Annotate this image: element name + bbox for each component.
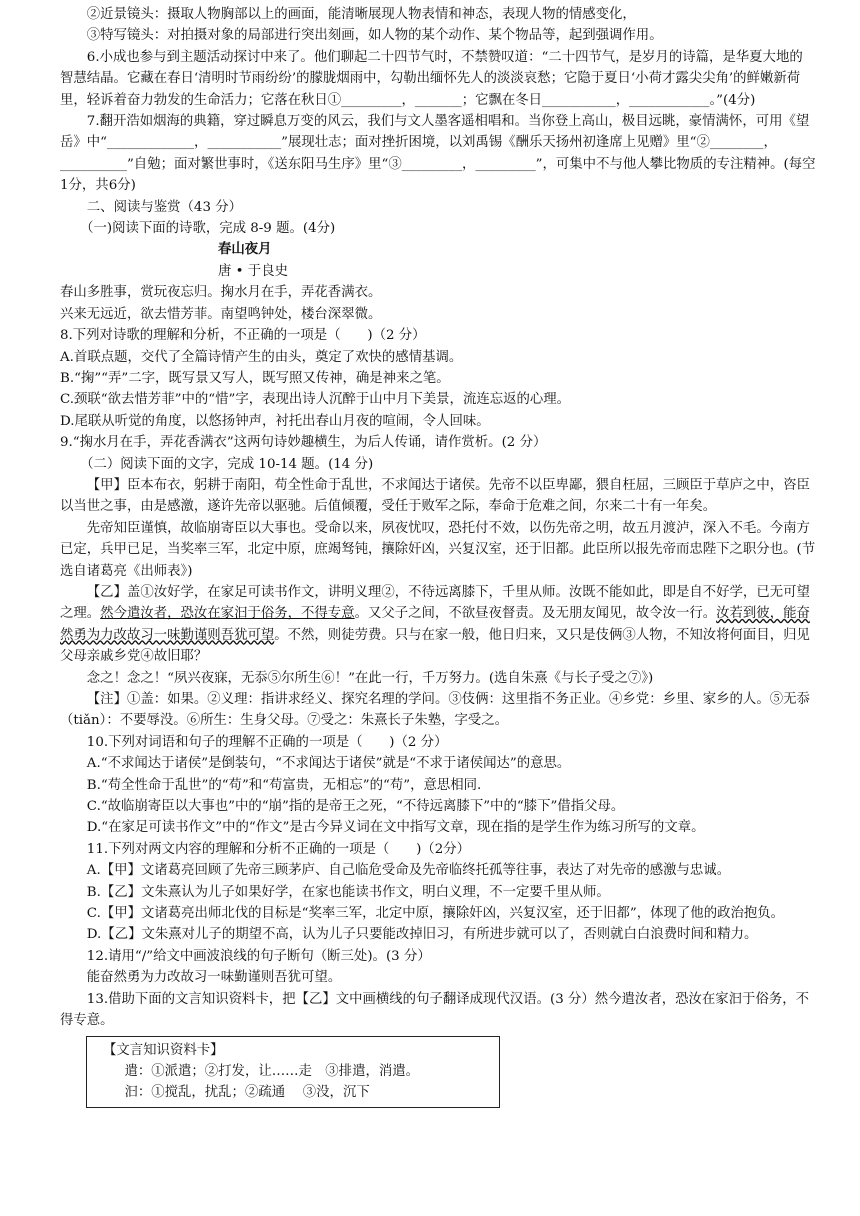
passage-yi-text: 。不然，则徒劳费。只与在家一般，他日归来，又只是伎俩③人物，不知汝将何面目，归见父母亲戚乡党④故旧耶？ bbox=[60, 627, 810, 665]
underlined-sentence: 然今遣汝者，恐汝在家汩于俗务，不得专意 bbox=[100, 606, 355, 622]
poem-line-2: 兴来无远近，欲去惜芳菲。南望鸣钟处，楼台深翠微。 bbox=[60, 306, 382, 322]
question-11: 11.下列对两文内容的理解和分析不正确的一项是（ )（2分） bbox=[86, 841, 470, 857]
question-10-option-a: A.“不求闻达于诸侯”是倒装句，“不求闻达于诸侯”就是“不求于诸侯闻达”的意思。 bbox=[86, 756, 571, 772]
question-13: 13.借助下面的文言知识资料卡，把【乙】文中画横线的句子翻译成现代汉语。(3 分）然今遣汝者，恐汝在家汩于俗务，不得专意。 bbox=[60, 991, 810, 1029]
question-6: 6.小成也参与到主题活动探讨中来了。他们聊起二十四节气时，不禁赞叹道：“二十四节气，是岁月的诗篇，是华夏大地的智慧结晶。它藏在春日‘清明时节雨纷纷’的朦胧烟雨中，勾勒出缅怀先人的淡淡哀愁；它隐于夏日‘小荷才露尖尖角’的鲜嫩新荷里，轻诉着奋力勃发的生命活力；它落在秋日①_________，_______；它飘在冬日___________，____________。”(4分) bbox=[60, 49, 803, 108]
question-11-option-d: D.【乙】文朱熹对儿子的期望不高，认为儿子只要能改掉旧习，有所进步就可以了，否则就白白浪费时间和精力。 bbox=[86, 927, 758, 943]
passage-yi-paragraph-1 bbox=[60, 582, 816, 668]
passage-jia-paragraph-1: 【甲】臣本布衣，躬耕于南阳，苟全性命于乱世，不求闻达于诸侯。先帝不以臣卑鄙，猥自枉屈，三顾臣于草庐之中，咨臣以当世之事，由是感激，遂许先帝以驱驰。后值倾覆，受任于败军之际，奉命于危难之间，尔来二十有一年矣。 bbox=[60, 477, 810, 515]
poem-title: 春山夜月 bbox=[218, 241, 272, 258]
question-12: 12.请用“/”给文中画波浪线的句子断句（断三处)。(3 分） bbox=[86, 948, 431, 964]
annotation-notes: 【注】①盖：如果。②义理：指讲求经义、探究名理的学问。③伎俩：这里指不务正业。④乡党：乡里、家乡的人。⑤无忝（tiǎn）：不要辱没。⑥所生：生身父母。⑦受之：朱熹长子朱塾，字受之。 bbox=[60, 692, 810, 729]
passage-yi-paragraph-2: 念之！念之！“夙兴夜寐，无忝⑤尔所生⑥！”在此一行，千万努力。(选自朱熹《与长子受之⑦》) bbox=[86, 670, 654, 686]
poem-author: 唐 • 于良史 bbox=[218, 263, 288, 279]
question-7: 7.翻开浩如烟海的典籍，穿过瞬息万变的风云，我们与文人墨客遥相唱和。当你登上高山，极目远眺，豪情满怀，可用《望岳》中“_____________，___________”展现壮志；面对挫折困境，以刘禹锡《酬乐天扬州初逢席上见赠》里“②________，__________”自勉；面对繁世事时，《送东阳马生序》里“③_________，_________”，可集中不与他人攀比物质的专注精神。(每空1分，共6分) bbox=[60, 114, 816, 194]
wavy-underlined-sentence: 汝若到彼，能奋然勇为力改故习一味勤谨则吾犹可望 bbox=[60, 606, 810, 643]
question-10-option-b: B.“苟全性命于乱世”的“苟”和“苟富贵，无相忘”的“苟”，意思相同. bbox=[86, 777, 482, 793]
section-2-heading: 二、阅读与鉴赏（43 分） bbox=[86, 199, 242, 215]
knowledge-card-title: 【文言知识资料卡】 bbox=[103, 1042, 224, 1058]
question-8: 8.下列对诗歌的理解和分析，不正确的一项是（ )（2 分） bbox=[60, 328, 426, 344]
question-12-sentence: 能奋然勇为力改故习一味勤谨则吾犹可望。 bbox=[86, 970, 342, 986]
section-2-2-heading: （二）阅读下面的文字，完成 10-14 题。(14 分) bbox=[80, 456, 374, 472]
text-close-shot: ②近景镜头：摄取人物胸部以上的画面，能清晰展现人物表情和神态，表现人物的情感变化， bbox=[86, 7, 636, 22]
question-10-option-d: D.“在家足可读书作文”中的“作文”是古今异义词在文中指写文章，现在指的是学生作为练习所写的文章。 bbox=[86, 820, 705, 836]
question-8-option-a: A.首联点题，交代了全篇诗情产生的由头，奠定了欢快的感情基调。 bbox=[60, 349, 463, 365]
section-2-1-heading: （一)阅读下面的诗歌，完成 8-9 题。(4分) bbox=[80, 221, 336, 237]
question-8-option-d: D.尾联从听觉的角度，以悠扬钟声，衬托出春山月夜的喧闹，令人回味。 bbox=[60, 413, 490, 429]
question-10: 10.下列对词语和句子的理解不正确的一项是（ )（2 分） bbox=[86, 734, 448, 750]
passage-jia-paragraph-2: 先帝知臣谨慎，故临崩寄臣以大事也。受命以来，夙夜忧叹，恐托付不效，以伤先帝之明，故五月渡泸，深入不毛。今南方已定，兵甲已足，当奖率三军，北定中原，庶竭驽钝，攘除奸凶，兴复汉室，还于旧都。此臣所以报先帝而忠陛下之职分也。(节选自诸葛亮《出师表》) bbox=[60, 520, 816, 579]
question-11-option-c: C.【甲】文诸葛亮出师北伐的目标是“奖率三军，北定中原，攘除奸凶，兴复汉室，还于旧都”，体现了他的政治抱负。 bbox=[86, 906, 785, 922]
question-11-option-b: B.【乙】文朱熹认为儿子如果好学，在家也能读书作文，明白义理，不一定要千里从师。 bbox=[86, 884, 610, 900]
question-9: 9.“掬水月在手，弄花香满衣”这两句诗妙趣横生，为后人传诵，请作赏析。(2 分） bbox=[60, 435, 547, 451]
knowledge-card bbox=[86, 1036, 500, 1108]
knowledge-card-entry-qian: 遣：①派遣；②打发，让……走 ③排遣，消遣。 bbox=[124, 1063, 420, 1079]
question-10-option-c: C.“故临崩寄臣以大事也”中的“崩”指的是帝王之死，“不待远离膝下”中的“膝下”借指父母。 bbox=[86, 799, 625, 815]
text-feature-shot: ③特写镜头：对拍摄对象的局部进行突出刻画，如人物的某个动作、某个物品等，起到强调作用。 bbox=[86, 28, 663, 44]
question-8-option-c: C.颈联“欲去惜芳菲”中的“惜”字，表现出诗人沉醉于山中月下美景，流连忘返的心理。 bbox=[60, 392, 571, 408]
poem-line-1: 春山多胜事，赏玩夜忘归。掬水月在手，弄花香满衣。 bbox=[60, 285, 382, 301]
question-8-option-b: B.“掬”“弄”二字，既写景又写人，既写照又传神，确是神来之笔。 bbox=[60, 370, 450, 386]
question-11-option-a: A.【甲】文诸葛亮回顾了先帝三顾茅庐、自己临危受命及先帝临终托孤等往事，表达了对先帝的感激与忠诚。 bbox=[86, 863, 731, 879]
knowledge-card-entry-gu: 汩：①搅乱，扰乱；②疏通 ③没，沉下 bbox=[124, 1084, 370, 1100]
passage-yi-text: 【乙】盖①汝好学，在家足可读书作文，讲明义理②，不待远离膝下，千里从师。汝既不能如此，即是自不好学，已无可望之理。 bbox=[60, 584, 810, 622]
passage-yi-text: 。又父子之间，不欲昼夜督责。及无朋友闻见，故令汝一行。 bbox=[354, 606, 717, 622]
